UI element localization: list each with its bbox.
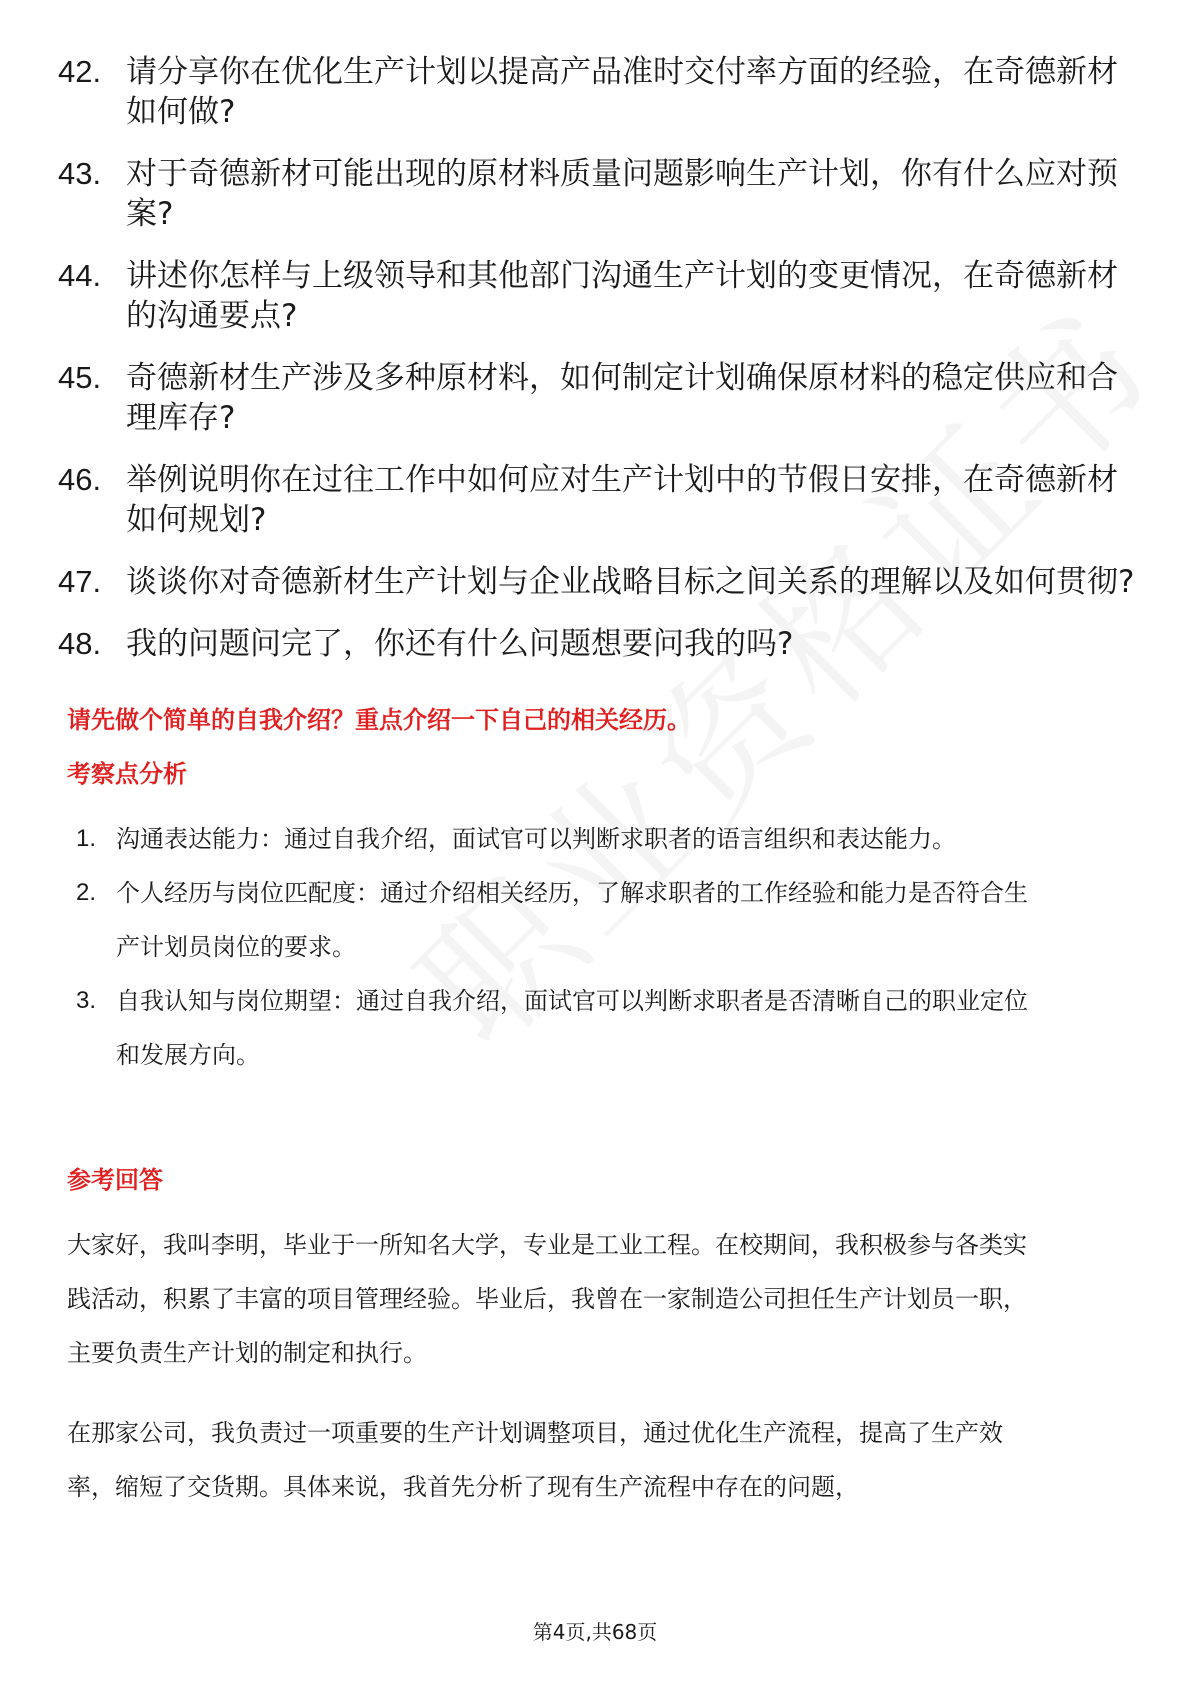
analysis-point bbox=[76, 812, 1046, 866]
analysis-point-list bbox=[76, 812, 1046, 1082]
question-number: 43. bbox=[58, 156, 102, 191]
question-item bbox=[58, 460, 1138, 540]
interview-question-heading: 请先做个简单的自我介绍？重点介绍一下自己的相关经历。 bbox=[67, 706, 691, 734]
question-item bbox=[58, 154, 1138, 234]
question-number: 45. bbox=[58, 360, 102, 395]
question-text: 奇德新材生产涉及多种原材料，如何制定计划确保原材料的稳定供应和合理库存? bbox=[126, 360, 1118, 436]
page-number: 第4页,共68页 bbox=[532, 1620, 658, 1644]
answer-paragraph: 大家好，我叫李明，毕业于一所知名大学，专业是工业工程。在校期间，我积极参与各类实践活动，积累了丰富的项目管理经验。毕业后，我曾在一家制造公司担任生产计划员一职，主要负责生产计划的制定和执行。 bbox=[67, 1231, 1027, 1367]
analysis-point bbox=[76, 974, 1046, 1082]
question-number: 46. bbox=[58, 462, 102, 497]
question-number: 44. bbox=[58, 258, 102, 293]
question-item bbox=[58, 52, 1138, 132]
question-text: 我的问题问完了，你还有什么问题想要问我的吗? bbox=[126, 626, 794, 662]
point-number: 3. bbox=[76, 987, 97, 1014]
question-text: 请分享你在优化生产计划以提高产品准时交付率方面的经验，在奇德新材如何做? bbox=[126, 54, 1118, 130]
point-text: 沟通表达能力：通过自我介绍，面试官可以判断求职者的语言组织和表达能力。 bbox=[116, 825, 956, 853]
question-text: 对于奇德新材可能出现的原材料质量问题影响生产计划，你有什么应对预案? bbox=[126, 156, 1118, 232]
question-text: 讲述你怎样与上级领导和其他部门沟通生产计划的变更情况，在奇德新材的沟通要点? bbox=[126, 258, 1118, 334]
analysis-heading: 考察点分析 bbox=[67, 760, 187, 788]
question-item bbox=[58, 562, 1138, 602]
answer-paragraph: 在那家公司，我负责过一项重要的生产计划调整项目，通过优化生产流程，提高了生产效率，缩短了交货期。具体来说，我首先分析了现有生产流程中存在的问题， bbox=[67, 1419, 1003, 1501]
question-item bbox=[58, 624, 1138, 664]
question-item bbox=[58, 256, 1138, 336]
point-text: 个人经历与岗位匹配度：通过介绍相关经历，了解求职者的工作经验和能力是否符合生产计划员岗位的要求。 bbox=[116, 879, 1028, 961]
question-text: 谈谈你对奇德新材生产计划与企业战略目标之间关系的理解以及如何贯彻? bbox=[126, 564, 1135, 600]
point-text: 自我认知与岗位期望：通过自我介绍，面试官可以判断求职者是否清晰自己的职业定位和发展方向。 bbox=[116, 987, 1028, 1069]
point-number: 2. bbox=[76, 879, 97, 906]
analysis-point bbox=[76, 866, 1046, 974]
question-number: 48. bbox=[58, 626, 102, 661]
answer-heading: 参考回答 bbox=[67, 1166, 163, 1194]
question-item bbox=[58, 358, 1138, 438]
question-text: 举例说明你在过往工作中如何应对生产计划中的节假日安排，在奇德新材如何规划? bbox=[126, 462, 1118, 538]
question-list bbox=[58, 52, 1138, 686]
question-number: 47. bbox=[58, 564, 102, 599]
point-number: 1. bbox=[76, 825, 97, 852]
question-number: 42. bbox=[58, 54, 102, 89]
